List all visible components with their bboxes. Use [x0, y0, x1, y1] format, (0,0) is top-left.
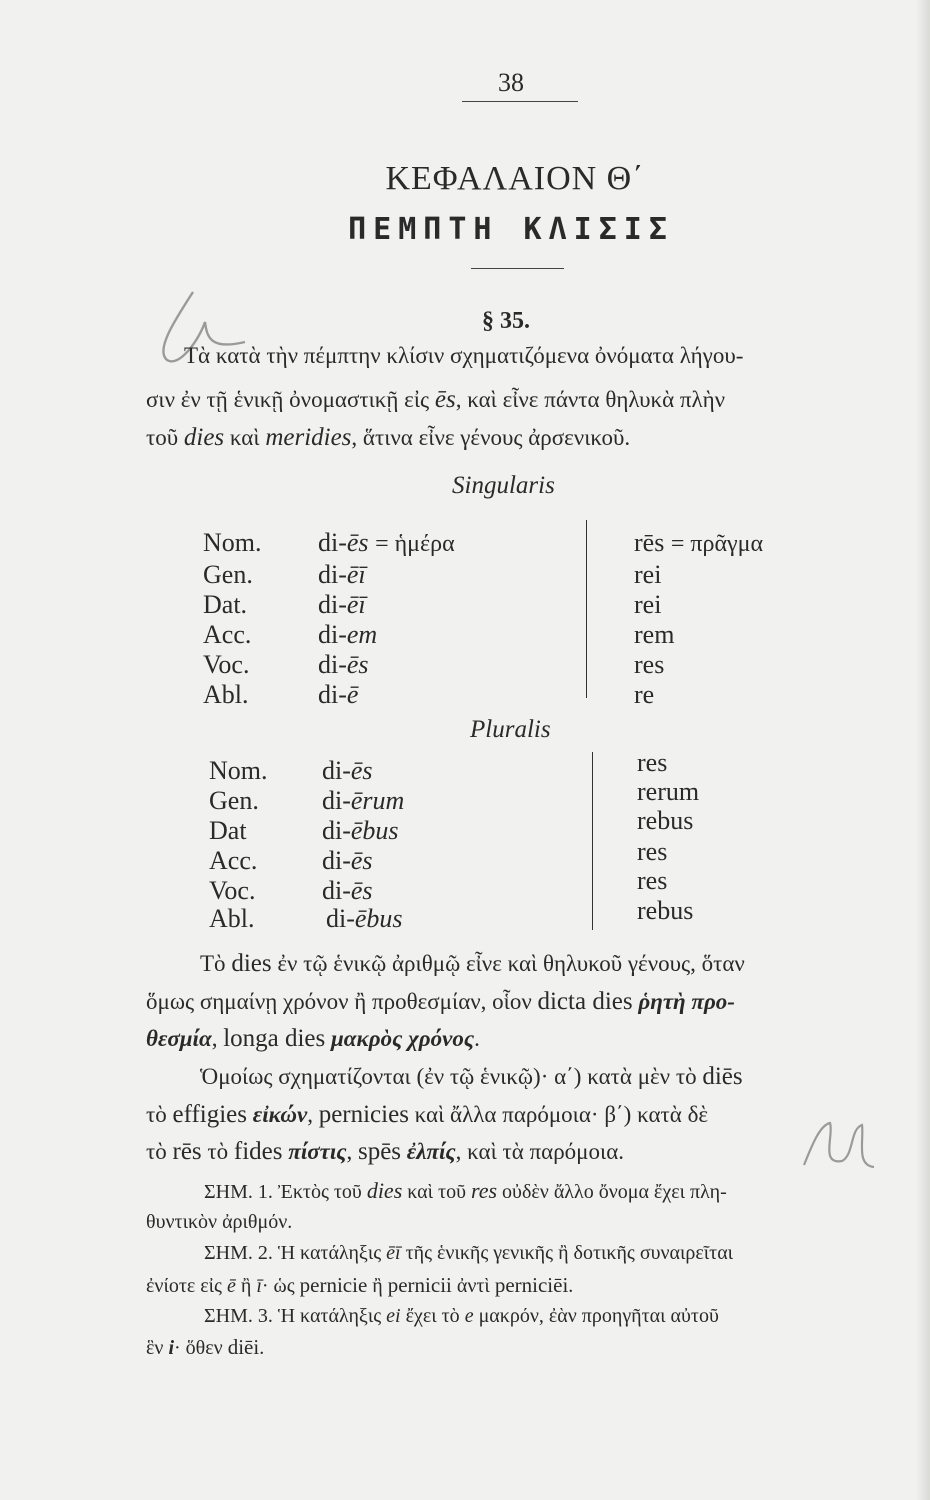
- ending: ēī: [346, 560, 366, 589]
- note-3-line-1: [204, 1305, 719, 1328]
- res-form: rēs: [634, 528, 665, 557]
- sing-dies-nom: [318, 528, 455, 558]
- stem: di-: [318, 650, 347, 679]
- latin-letter: e: [464, 1305, 474, 1327]
- greek-gloss: ῥητὴ προ-: [632, 989, 735, 1014]
- para2-line-2: [146, 988, 735, 1016]
- pluralis-label: Pluralis: [470, 716, 551, 743]
- note-text: ἔχει τὸ: [400, 1305, 465, 1327]
- section-rule: [471, 268, 564, 269]
- plur-res-dat: rebus: [637, 806, 694, 835]
- note-1-line-2: θυντικὸν ἀριθμόν.: [146, 1211, 293, 1233]
- latin-ending: ēī: [386, 1242, 401, 1264]
- latin-phrase: dicta dies: [537, 988, 633, 1015]
- para2-line-3: [146, 1025, 480, 1053]
- para-text: τὸ: [201, 1139, 234, 1164]
- note-text: · ὡς: [261, 1275, 300, 1297]
- chapter-title: ΚΕΦΑΛΑΙΟΝ Θ΄: [385, 160, 645, 197]
- sing-res-dat: rei: [634, 590, 662, 619]
- stem: di-: [318, 560, 347, 589]
- latin-word: meridies: [265, 424, 352, 451]
- note-text: ἐνίοτε εἰς: [146, 1275, 227, 1297]
- stem: di-: [326, 904, 355, 933]
- note-1-line-1: [204, 1178, 727, 1204]
- sing-res-voc: res: [634, 650, 665, 679]
- latin-ending: ī: [256, 1275, 262, 1297]
- latin-ending: ēs: [434, 386, 456, 413]
- sing-dies-dat: [318, 590, 366, 620]
- plur-case-voc: Voc.: [209, 876, 256, 905]
- para-text: Ὁμοίως σχηματίζονται (ἐν τῷ ἑνικῷ)· α΄) κατὰ μὲν τὸ: [200, 1064, 703, 1089]
- latin-word: pernicii: [387, 1273, 452, 1297]
- stem: di-: [322, 756, 351, 785]
- note-text: · ὅθεν: [174, 1337, 228, 1359]
- sing-case-voc: Voc.: [203, 650, 250, 679]
- sing-case-dat: Dat.: [203, 590, 248, 619]
- latin-word: diēs: [702, 1063, 743, 1090]
- sing-dies-gen: [318, 560, 366, 590]
- intro-text: τοῦ: [146, 425, 184, 450]
- sing-dies-abl: [318, 680, 358, 710]
- sing-res-gen: rei: [634, 560, 662, 589]
- plur-res-nom: res: [637, 748, 668, 777]
- note-text: ἀντὶ: [451, 1275, 495, 1297]
- para-text: τὸ: [146, 1139, 173, 1164]
- pencil-marginal-mark-bottom: [790, 1115, 880, 1180]
- stem: di-: [318, 680, 347, 709]
- plur-dies-abl: [326, 904, 403, 934]
- ending: ēī: [346, 590, 366, 619]
- plur-dies-acc: [322, 846, 373, 876]
- intro-text: , καὶ εἶνε πάντα θηλυκὰ πλὴν: [455, 387, 726, 412]
- note-text: ΣΗΜ. 3. Ἡ κατάληξις: [204, 1305, 387, 1327]
- note-text: .: [259, 1337, 265, 1359]
- latin-word: rēs: [172, 1138, 202, 1165]
- plur-res-acc: res: [637, 837, 668, 866]
- para3-line-1: [200, 1063, 743, 1091]
- para-text: , καὶ τὰ παρόμοια.: [455, 1139, 625, 1164]
- para-text: ἐν τῷ ἑνικῷ ἀριθμῷ εἶνε καὶ θηλυκοῦ γένους, ὅταν: [271, 951, 745, 976]
- para-text: τὸ: [146, 1102, 173, 1127]
- ending: em: [346, 620, 378, 649]
- latin-word: spēs: [357, 1138, 402, 1165]
- plur-res-voc: res: [637, 866, 668, 895]
- note-text: καὶ τοῦ: [402, 1181, 471, 1203]
- greek-gloss: εἰκών: [247, 1102, 308, 1127]
- dies-greek-gloss: = ἡμέρα: [375, 531, 455, 557]
- para-text: ,: [307, 1102, 319, 1127]
- intro-text: σιν ἐν τῇ ἑνικῇ ὀνομαστικῇ εἰς: [146, 387, 435, 412]
- note-text: ἢ: [367, 1275, 388, 1297]
- plur-case-dat: Dat: [209, 816, 247, 845]
- page-number: 38: [498, 68, 524, 97]
- note-text: ἓν: [146, 1337, 169, 1359]
- para-text: .: [474, 1026, 480, 1051]
- sing-case-gen: Gen.: [203, 560, 253, 589]
- para3-line-3: [146, 1138, 624, 1166]
- ending: ēbus: [354, 904, 403, 933]
- stem: di-: [322, 816, 351, 845]
- sing-case-acc: Acc.: [203, 620, 252, 649]
- latin-word: dies: [183, 424, 225, 451]
- latin-word: res: [470, 1178, 498, 1203]
- intro-line-1: Τὰ κατὰ τὴν πέμπτην κλίσιν σχηματιζόμενα ὀνόματα λήγου-: [184, 343, 744, 368]
- note-2-line-1: [204, 1242, 733, 1265]
- stem: di-: [322, 846, 351, 875]
- greek-gloss: ἐλπίς: [401, 1139, 456, 1164]
- plur-case-abl: Abl.: [209, 904, 255, 933]
- intro-line-2: [146, 386, 725, 414]
- singularis-label: Singularis: [452, 472, 555, 499]
- plur-case-acc: Acc.: [209, 846, 258, 875]
- plur-case-nom: Nom.: [209, 756, 268, 785]
- para-text: ὅμως σημαίνῃ χρόνον ἢ προθεσμίαν, οἷον: [146, 989, 538, 1014]
- sing-res-nom: [634, 528, 763, 558]
- intro-text: καὶ: [224, 425, 266, 450]
- plur-dies-nom: [322, 756, 373, 786]
- stem: di-: [318, 620, 347, 649]
- ending: ērum: [350, 786, 405, 815]
- latin-word: pernicies: [318, 1101, 409, 1128]
- latin-word: diēi: [227, 1335, 260, 1359]
- sing-dies-voc: [318, 650, 369, 680]
- stem: di-: [322, 876, 351, 905]
- latin-word: pernicie: [299, 1273, 368, 1297]
- latin-word: dies: [231, 950, 272, 977]
- sing-dies-acc: [318, 620, 377, 650]
- latin-word: fides: [233, 1138, 283, 1165]
- declension-title: ΠΕΜΠΤΗ ΚΛΙΣΙΣ: [348, 212, 674, 247]
- ending: ēs: [346, 650, 369, 679]
- note-text: .: [568, 1275, 574, 1297]
- plur-dies-voc: [322, 876, 373, 906]
- singular-divider: [586, 520, 587, 698]
- latin-letter: i: [168, 1337, 175, 1359]
- greek-gloss: θεσμία: [146, 1026, 212, 1051]
- stem: di-: [318, 528, 347, 557]
- plur-dies-gen: [322, 786, 404, 816]
- ending: ēs: [350, 846, 373, 875]
- latin-word: dies: [366, 1178, 403, 1203]
- plur-case-gen: Gen.: [209, 786, 259, 815]
- plural-divider: [592, 752, 593, 930]
- note-text: ΣΗΜ. 2. Ἡ κατάληξις: [204, 1242, 387, 1264]
- para-text: ,: [211, 1026, 224, 1051]
- para3-line-2: [146, 1101, 708, 1129]
- greek-gloss: πίστις: [282, 1139, 347, 1164]
- latin-phrase: longa dies: [223, 1025, 326, 1052]
- plur-dies-dat: [322, 816, 399, 846]
- stem: di-: [318, 590, 347, 619]
- para2-line-1: [200, 950, 745, 978]
- note-text: ΣΗΜ. 1. Ἐκτὸς τοῦ: [204, 1181, 367, 1203]
- plur-res-abl: rebus: [637, 896, 694, 925]
- latin-ending: ē: [226, 1275, 236, 1297]
- intro-line-3: [146, 424, 630, 452]
- section-number: § 35.: [482, 308, 530, 334]
- sing-res-abl: re: [634, 680, 655, 709]
- ending: ēbus: [350, 816, 399, 845]
- ending: ē: [346, 680, 359, 709]
- latin-ending: ei: [386, 1305, 401, 1327]
- latin-word: perniciēi: [494, 1273, 569, 1297]
- sing-case-nom: Nom.: [203, 528, 262, 557]
- para-text: ,: [346, 1139, 358, 1164]
- plur-res-gen: rerum: [637, 777, 700, 806]
- greek-gloss: μακρὸς χρόνος: [325, 1026, 475, 1051]
- para-text: Τὸ: [200, 951, 232, 976]
- stem: di-: [322, 786, 351, 815]
- sing-case-abl: Abl.: [203, 680, 249, 709]
- ending: ēs: [350, 756, 373, 785]
- latin-word: effigies: [172, 1101, 248, 1128]
- para-text: καὶ ἄλλα παρόμοια· β΄) κατὰ δὲ: [408, 1102, 709, 1127]
- ending: ēs: [346, 528, 369, 557]
- note-text: ἢ: [235, 1275, 257, 1297]
- note-3-line-2: [146, 1335, 264, 1360]
- intro-text: , ἅτινα εἶνε γένους ἀρσενικοῦ.: [351, 425, 631, 450]
- note-2-line-2: [146, 1273, 573, 1298]
- ending: ēs: [350, 876, 373, 905]
- page-number-rule: [462, 101, 578, 102]
- res-greek-gloss: = πρᾶγμα: [670, 531, 764, 557]
- sing-res-acc: rem: [634, 620, 675, 649]
- note-text: μακρόν, ἐὰν προηγῆται αὐτοῦ: [473, 1305, 719, 1327]
- note-text: οὐδὲν ἄλλο ὄνομα ἔχει πλη-: [497, 1181, 727, 1203]
- note-text: τῆς ἑνικῆς γενικῆς ἢ δοτικῆς συναιρεῖται: [400, 1242, 734, 1264]
